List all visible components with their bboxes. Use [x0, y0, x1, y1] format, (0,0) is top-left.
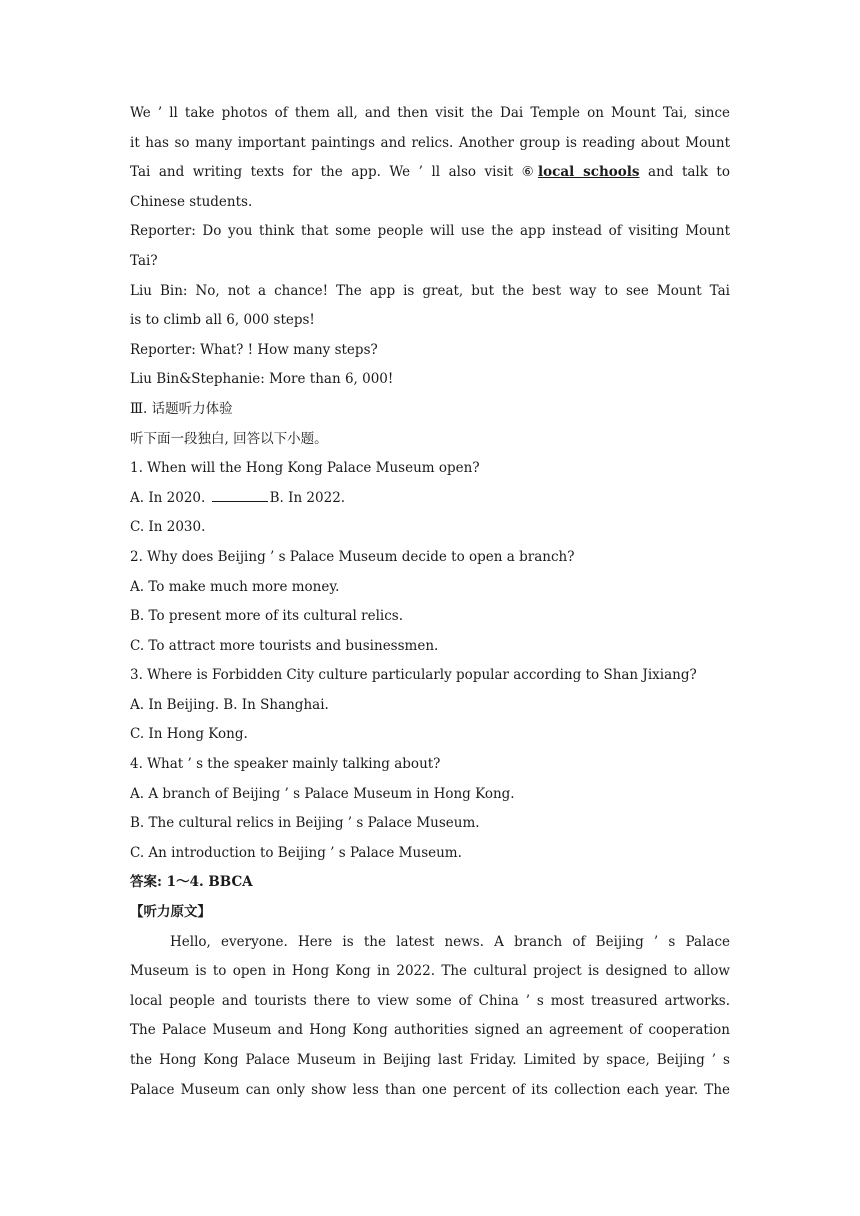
- transcript-line: Hello, everyone. Here is the latest news. A branch of Beijing ’ s Palace: [170, 933, 730, 950]
- section-instruction: 听下面一段独白, 回答以下小题。: [130, 430, 328, 447]
- transcript-line: local people and tourists there to view some of China ’ s most treasured artworks.: [130, 992, 730, 1009]
- text-segment: and talk to: [639, 164, 730, 181]
- transcript-line: Museum is to open in Hong Kong in 2022. The cultural project is designed to allow: [130, 963, 730, 980]
- option: B. In 2022.: [269, 489, 346, 506]
- answer-key: 答案: 1～4. BBCA: [130, 874, 253, 891]
- text-segment: Tai and writing texts for the app. We ’ ll also visit ⑥: [130, 164, 538, 181]
- question-3-options-ab: A. In Beijing. B. In Shanghai.: [130, 696, 329, 713]
- question-1-option-c: C. In 2030.: [130, 519, 206, 536]
- text-line: is to climb all 6, 000 steps!: [130, 312, 315, 329]
- text-line: [130, 158, 730, 188]
- text-line: We ’ ll take photos of them all, and then visit the Dai Temple on Mount Tai, since: [130, 105, 730, 121]
- text-line: Reporter: Do you think that some people will use the app instead of visiting Mount: [130, 223, 730, 240]
- answer-blank: [212, 487, 268, 502]
- text-line: Liu Bin&Stephanie: More than 6, 000!: [130, 371, 394, 388]
- text-line: Tai?: [130, 252, 158, 269]
- question-2-option-a: A. To make much more money.: [130, 578, 340, 595]
- text-line: it has so many important paintings and relics. Another group is reading about Mount: [130, 134, 730, 151]
- document-page: [130, 99, 730, 1105]
- question-1-options-ab: [130, 484, 730, 514]
- question-2: 2. Why does Beijing ’ s Palace Museum decide to open a branch?: [130, 548, 575, 565]
- question-2-option-b: B. To present more of its cultural relics.: [130, 608, 403, 625]
- question-2-option-c: C. To attract more tourists and businessmen.: [130, 637, 439, 654]
- question-3: 3. Where is Forbidden City culture particularly popular according to Shan Jixiang?: [130, 667, 697, 684]
- transcript-line: The Palace Museum and Hong Kong authorities signed an agreement of cooperation: [130, 1022, 730, 1039]
- text-line: Liu Bin: No, not a chance! The app is great, but the best way to see Mount Tai: [130, 282, 730, 299]
- question-1: 1. When will the Hong Kong Palace Museum open?: [130, 460, 480, 477]
- transcript-line: the Hong Kong Palace Museum in Beijing last Friday. Limited by space, Beijing ’ s: [130, 1052, 730, 1068]
- underlined-answer: local schools: [538, 164, 640, 181]
- question-4: 4. What ’ s the speaker mainly talking about?: [130, 756, 441, 773]
- question-3-option-c: C. In Hong Kong.: [130, 726, 248, 743]
- text-line: Reporter: What? ! How many steps?: [130, 341, 378, 358]
- question-4-option-b: B. The cultural relics in Beijing ’ s Palace Museum.: [130, 815, 480, 832]
- question-4-option-a: A. A branch of Beijing ’ s Palace Museum in Hong Kong.: [130, 785, 515, 802]
- question-4-option-c: C. An introduction to Beijing ’ s Palace Museum.: [130, 844, 462, 861]
- transcript-line: Palace Museum can only show less than one percent of its collection each year. The: [130, 1081, 730, 1098]
- section-heading: Ⅲ. 话题听力体验: [130, 400, 233, 417]
- text-line: Chinese students.: [130, 193, 253, 210]
- transcript-heading: 【听力原文】: [130, 904, 211, 921]
- option: A. In 2020.: [130, 489, 206, 506]
